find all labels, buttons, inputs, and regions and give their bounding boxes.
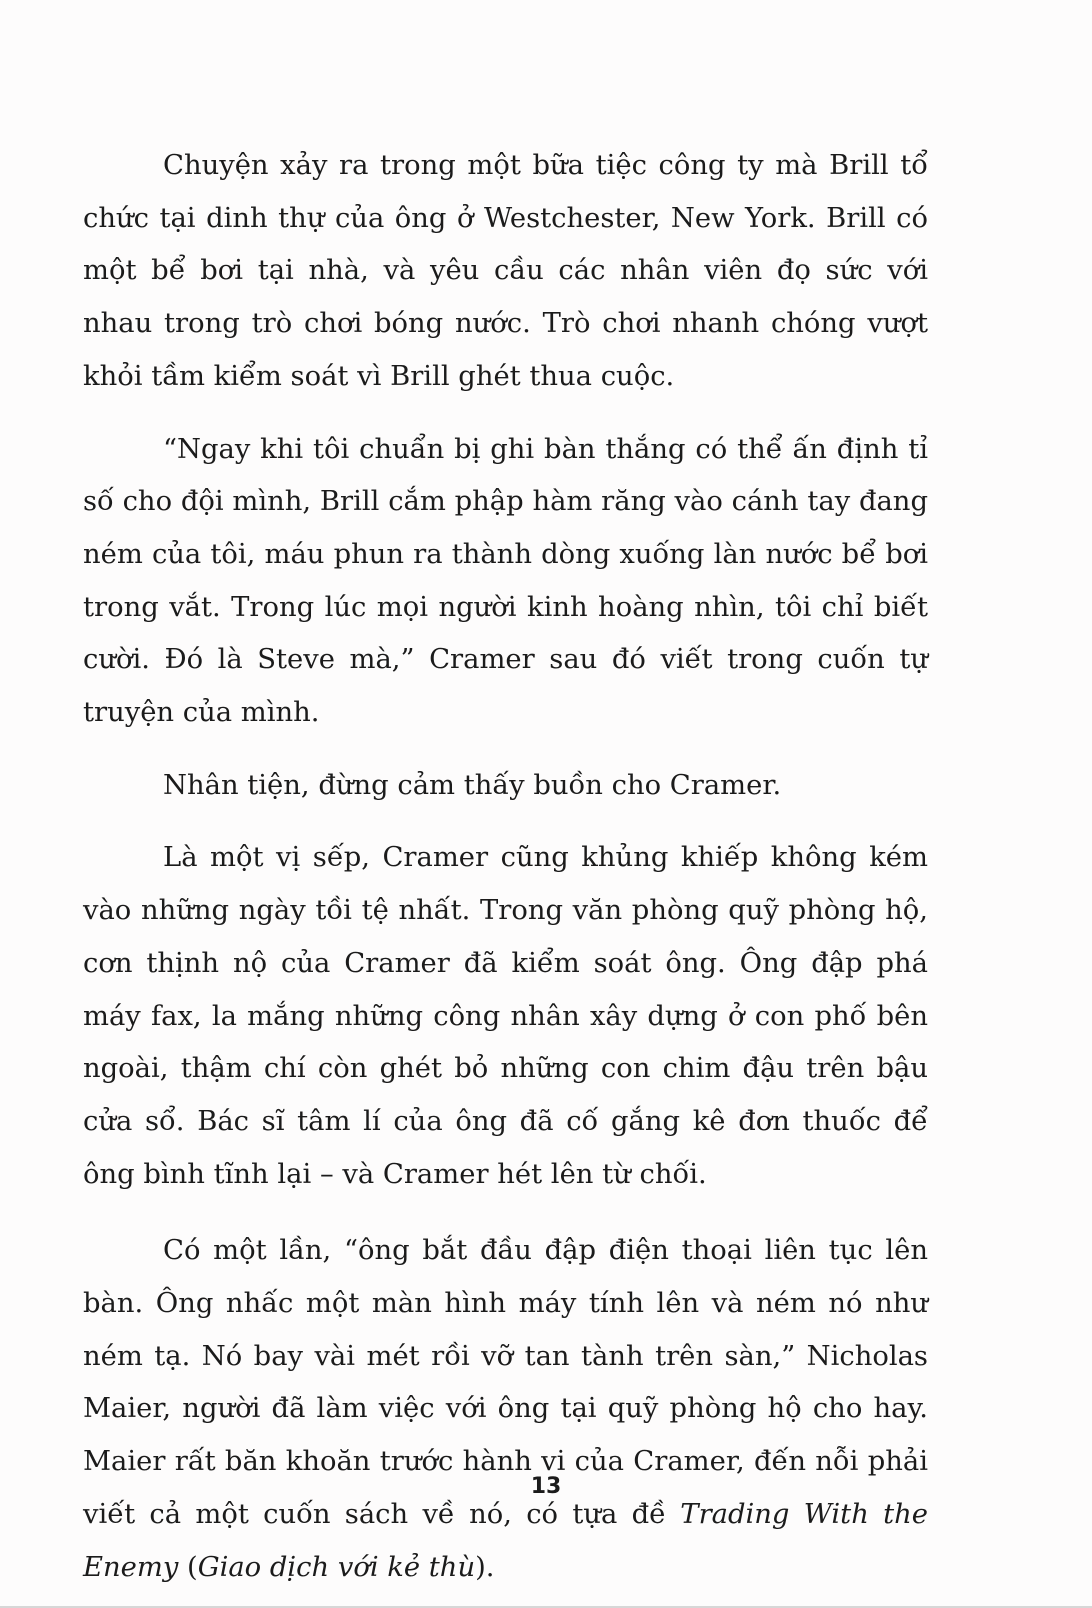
paragraph-5-text: Có một lần, “ông bắt đầu đập điện thoại liên tục lên bàn. Ông nhấc một màn hình máy tính lên và ném nó như ném tạ. Nó bay vài mét rồi vỡ tan tành trên sàn,” Nicholas Maier, người đã làm việc với ông tại quỹ phòng hộ cho hay. Maier rất băn khoăn trước hành vi của Cramer, đến nỗi phải viết cả một cuốn sách về nó, có tựa đề [83,1235,928,1530]
paragraph-5-middle: ( [178,1551,198,1583]
paragraph-1: Chuyện xảy ra trong một bữa tiệc công ty mà Brill tổ chức tại dinh thự của ông ở Westchester, New York. Brill có một bể bơi tại nhà, và yêu cầu các nhân viên đọ sức với nhau trong trò chơi bóng nước. Trò chơi nhanh chóng vượt khỏi tầm kiểm soát vì Brill ghét thua cuộc. [83,150,928,392]
paragraph-5-end: ). [475,1551,495,1583]
paragraph-2: “Ngay khi tôi chuẩn bị ghi bàn thắng có thể ấn định tỉ số cho đội mình, Brill cắm phập hàm răng vào cánh tay đang ném của tôi, máu phun ra thành dòng xuống làn nước bể bơi trong vắt. Trong lúc mọi người kinh hoàng nhìn, tôi chỉ biết cười. Đó là Steve mà,” Cramer sau đó viết trong cuốn tự truyện của mình. [83,433,928,729]
paragraph-3: Nhân tiện, đừng cảm thấy buồn cho Cramer. [163,769,782,801]
book-title-english: Trading With the Enemy [83,1498,928,1583]
paragraph-5 [83,1225,928,1594]
page-number: 13 [530,1474,562,1499]
body-text [83,140,928,1594]
book-title-vietnamese: Giao dịch với kẻ thù [197,1551,476,1583]
paragraph-4: Là một vị sếp, Cramer cũng khủng khiếp không kém vào những ngày tồi tệ nhất. Trong văn phòng quỹ phòng hộ, cơn thịnh nộ của Cramer đã kiểm soát ông. Ông đập phá máy fax, la mắng những công nhân xây dựng ở con phố bên ngoài, thậm chí còn ghét bỏ những con chim đậu trên bậu cửa sổ. Bác sĩ tâm lí của ông đã cố gắng kê đơn thuốc để ông bình tĩnh lại – và Cramer hét lên từ chối. [83,842,928,1190]
